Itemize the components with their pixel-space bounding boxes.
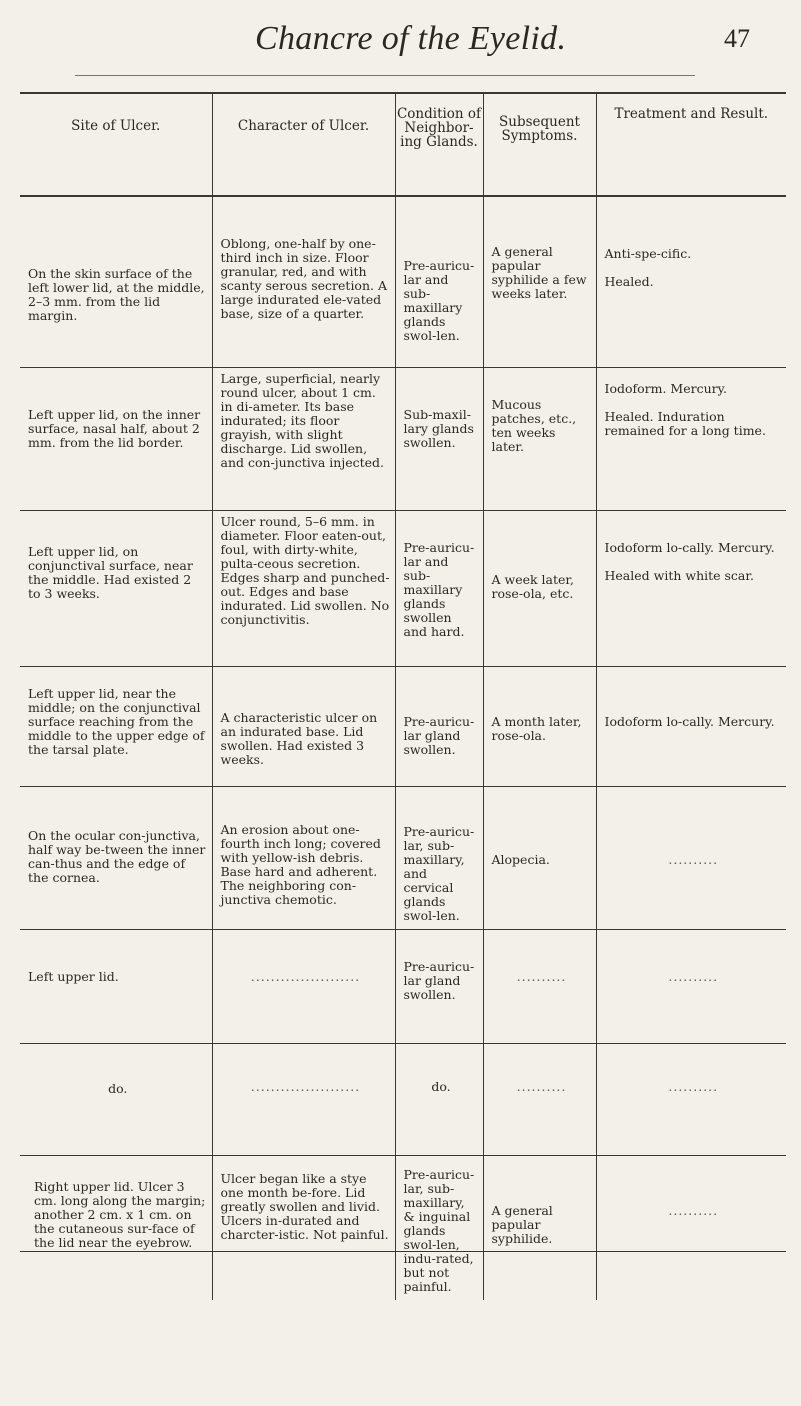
character-cell: Ulcer round, 5–6 mm. in diameter. Floor eaten-out, foul, with dirty-white, pulta-ceous secretion. Edges sharp and punched-out. Edges and base indurated. Lid swollen. No conjunctivitis. xyxy=(212,510,395,666)
treatment-cell: .......... xyxy=(596,1155,786,1300)
treatment-cell: .......... xyxy=(596,786,786,929)
glands-cell: Pre-auricu-lar and sub-maxillary glands swol-len. xyxy=(395,196,483,367)
treatment-cell: .......... xyxy=(596,1043,786,1155)
symptoms-cell: .......... xyxy=(483,1043,596,1155)
symptoms-cell: Alopecia. xyxy=(483,786,596,929)
character-cell: Oblong, one-half by one-third inch in size. Floor granular, red, and with scanty serous secretion. A large indurated ele-vated base, size of a quarter. xyxy=(212,196,395,367)
result-text: Healed with white scar. xyxy=(604,567,754,583)
treatment-cell: .......... xyxy=(596,929,786,1043)
table-row xyxy=(20,929,786,1043)
treatment-cell: Anti-spe-cific. Healed. xyxy=(596,196,786,367)
header-rule xyxy=(75,75,695,76)
glands-cell: Pre-auricu-lar and sub-maxillary glands swollen and hard. xyxy=(395,510,483,666)
table-row xyxy=(20,666,786,786)
site-cell: On the ocular con-junctiva, half way be-tween the inner can-thus and the edge of the cornea. xyxy=(28,827,206,885)
symptoms-cell: A week later, rose-ola, etc. xyxy=(483,510,596,666)
table-row xyxy=(20,786,786,929)
glands-cell: do. xyxy=(395,1043,483,1155)
glands-cell: Pre-auricu-lar gland swollen. xyxy=(395,929,483,1043)
treatment-cell: Iodoform lo-cally. Mercury. xyxy=(596,666,786,786)
result-text: Healed. Induration remained for a long time. xyxy=(604,408,766,438)
character-cell: ...................... xyxy=(212,929,395,1043)
treatment-cell: Iodoform lo-cally. Mercury. Healed with white scar. xyxy=(596,510,786,666)
site-cell: do. xyxy=(108,1080,128,1096)
character-cell: Ulcer began like a stye one month be-fore. Lid greatly swollen and livid. Ulcers in-durated and charcter-istic. Not painful. xyxy=(212,1155,395,1300)
site-cell: Left upper lid, on the inner surface, nasal half, about 2 mm. from the lid border. xyxy=(28,406,201,450)
column-header-site: Site of Ulcer. xyxy=(71,118,161,134)
site-cell: Left upper lid. xyxy=(28,968,119,984)
glands-cell: Pre-auricu-lar, sub-maxillary, & inguinal glands swol-len, indu-rated, but not painful. xyxy=(395,1155,483,1300)
page-number: 47 xyxy=(724,24,750,53)
result-text: Healed. xyxy=(604,274,654,289)
column-header-treatment: Treatment and Result. xyxy=(596,93,786,196)
table-bottom-rule xyxy=(20,1251,786,1252)
character-cell: An erosion about one-fourth inch long; covered with yellow-ish debris. Base hard and adherent. The neighboring con-junctiva chemotic. xyxy=(212,786,395,929)
character-cell: ...................... xyxy=(212,1043,395,1155)
glands-cell: Pre-auricu-lar, sub-maxillary, and cervical glands swol-len. xyxy=(395,786,483,929)
symptoms-cell: .......... xyxy=(483,929,596,1043)
character-cell: Large, superficial, nearly round ulcer, about 1 cm. in di-ameter. Its base indurated; its floor grayish, with slight discharge. Lid swollen, and con-junctiva injected. xyxy=(212,367,395,510)
treatment-cell: Iodoform. Mercury. Healed. Induration remained for a long time. xyxy=(596,367,786,510)
table-row xyxy=(20,1155,786,1300)
table-row xyxy=(20,1043,786,1155)
symptoms-cell: A general papular syphilide. xyxy=(483,1155,596,1300)
character-cell: A characteristic ulcer on an indurated base. Lid swollen. Had existed 3 weeks. xyxy=(212,666,395,786)
table-header-row xyxy=(20,93,786,196)
column-header-character: Character of Ulcer. xyxy=(212,93,395,196)
symptoms-cell: Mucous patches, etc., ten weeks later. xyxy=(483,367,596,510)
column-header-symptoms: Subsequent Symptoms. xyxy=(483,93,596,196)
table-row xyxy=(20,367,786,510)
ulcer-table xyxy=(20,93,786,1300)
site-cell: Right upper lid. Ulcer 3 cm. long along the margin; another 2 cm. x 1 cm. on the cutaneous sur-face of the lid near the eyebrow. xyxy=(34,1178,206,1250)
symptoms-cell: A month later, rose-ola. xyxy=(483,666,596,786)
site-cell: Left upper lid, near the middle; on the conjunctival surface reaching from the middle to the upper edge of the tarsal plate. xyxy=(28,685,205,757)
running-title: Chancre of the Eyelid. xyxy=(255,20,567,57)
site-cell: Left upper lid, on conjunctival surface, near the middle. Had existed 2 to 3 weeks. xyxy=(28,543,193,601)
symptoms-cell: A general papular syphilide a few weeks later. xyxy=(483,196,596,367)
table-row xyxy=(20,196,786,367)
column-header-glands: Condition of Neighbor-ing Glands. xyxy=(395,93,483,196)
site-cell: On the skin surface of the left lower lid, at the middle, 2–3 mm. from the lid margin. xyxy=(28,266,205,323)
table-row xyxy=(20,510,786,666)
glands-cell: Pre-auricu-lar gland swollen. xyxy=(395,666,483,786)
glands-cell: Sub-maxil-lary glands swollen. xyxy=(395,367,483,510)
